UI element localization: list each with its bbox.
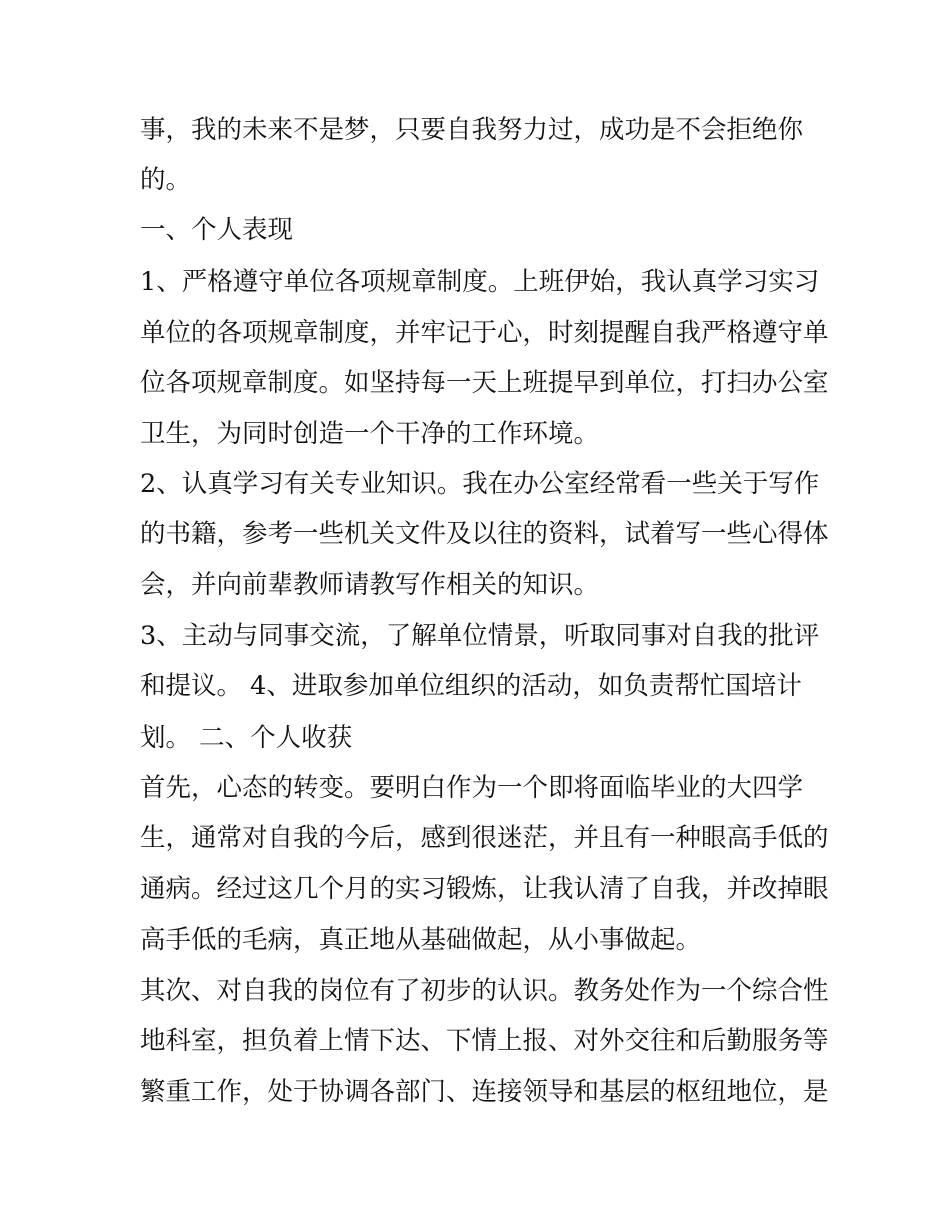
text-line: 通病。经过这几个月的实习锻炼，让我认清了自我，并改掉眼 (140, 874, 829, 904)
text-line: 位各项规章制度。如坚持每一天上班提早到单位，打扫办公室 (140, 368, 829, 398)
text-line: 首先，心态的转变。要明白作为一个即将面临毕业的大四学 (140, 773, 804, 803)
text-line: 和提议。 4、进取参加单位组织的活动，如负责帮忙国培计 (140, 671, 802, 701)
text-line: 生，通常对自我的今后，感到很迷茫，并且有一种眼高手低的 (140, 823, 829, 853)
text-line: 的书籍，参考一些机关文件及以往的资料，试着写一些心得体 (140, 519, 829, 549)
text-line: 其次、对自我的岗位有了初步的认识。教务处作为一个综合性 (140, 976, 829, 1006)
text-line: 划。 二、个人收获 (140, 723, 353, 753)
text-line: 2、认真学习有关专业知识。我在办公室经常看一些关于写作 (140, 469, 820, 499)
text-line: 3、主动与同事交流，了解单位情景，听取同事对自我的批评 (140, 621, 820, 651)
text-line: 事，我的未来不是梦，只要自我努力过，成功是不会拒绝你 (140, 115, 804, 145)
text-line: 1、严格遵守单位各项规章制度。上班伊始，我认真学习实习 (140, 267, 820, 297)
text-line: 的。 (140, 165, 192, 195)
text-line: 会，并向前辈教师请教写作相关的知识。 (140, 570, 600, 600)
text-line: 单位的各项规章制度，并牢记于心，时刻提醒自我严格遵守单 (140, 318, 829, 348)
text-line: 繁重工作，处于协调各部门、连接领导和基层的枢纽地位，是 (140, 1077, 829, 1107)
section-heading: 一、个人表现 (140, 215, 294, 245)
text-line: 地科室，担负着上情下达、下情上报、对外交往和后勤服务等 (140, 1026, 829, 1056)
text-line: 高手低的毛病，真正地从基础做起，从小事做起。 (140, 925, 702, 955)
text-line: 卫生，为同时创造一个干净的工作环境。 (140, 419, 600, 449)
